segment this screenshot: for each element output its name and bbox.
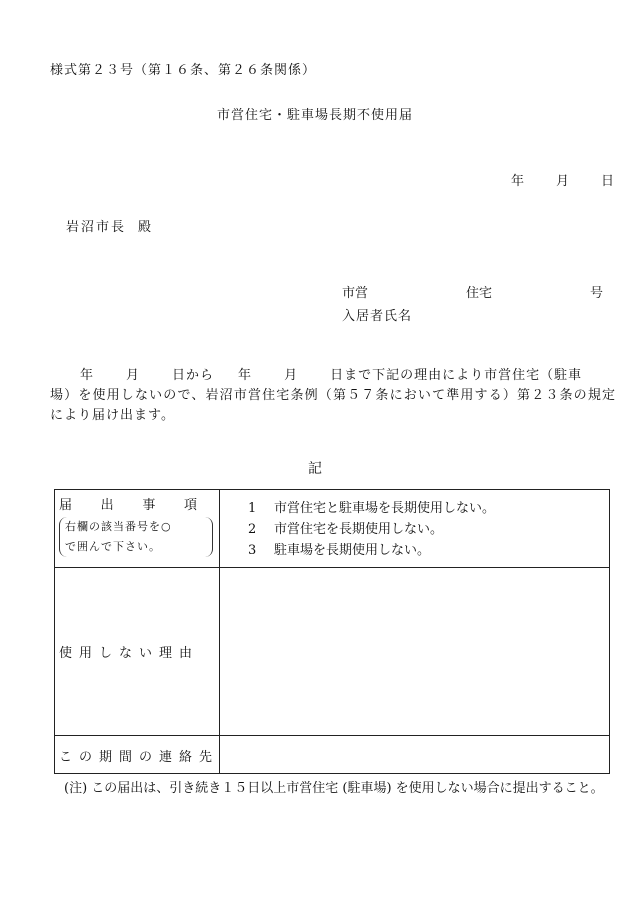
instruction-note-line2: で囲んで下さい。: [65, 540, 161, 553]
table-row-reason: [55, 568, 610, 736]
footnote: (注) この届出は、引き続き１５日以上市営住宅 (駐車場) を使用しない場合に提出すること。: [64, 781, 604, 796]
table-row-items: [55, 490, 610, 568]
option-number: 3: [248, 543, 257, 558]
option-item[interactable]: [248, 519, 609, 540]
date-day-label: 日: [600, 174, 614, 189]
notification-table: [54, 489, 610, 774]
to-day-label: 日まで下記の理由により市営住宅（駐車: [330, 368, 583, 383]
option-item[interactable]: [248, 498, 609, 519]
items-label-char: 項: [183, 498, 197, 513]
table-row-contact: [55, 736, 610, 774]
from-month-label: 月: [126, 368, 141, 383]
document-title: 市営住宅・駐車場長期不使用届: [216, 108, 413, 123]
date-year-label: 年: [510, 174, 524, 189]
to-year-label: 年: [238, 368, 253, 383]
date-month-label: 月: [555, 174, 569, 189]
city-housing-label: 市営: [342, 286, 369, 301]
from-day-label: 日から: [172, 368, 215, 383]
form-number: 様式第２３号（第１６条、第２６条関係）: [50, 63, 317, 78]
option-text: 市営住宅と駐車場を長期使用しない。: [274, 501, 496, 516]
contact-input-cell[interactable]: [220, 736, 610, 774]
options-list: [220, 490, 609, 561]
option-number: 2: [248, 522, 257, 537]
reason-label-cell: [55, 568, 220, 736]
items-label-char: 事: [142, 498, 156, 513]
items-label: [55, 490, 201, 513]
resident-name-label: 入居者氏名: [342, 309, 413, 324]
addressee-name: 岩沼市長: [66, 220, 127, 235]
option-text: 駐車場を長期使用しない。: [274, 543, 431, 558]
addressee: [66, 216, 153, 235]
option-item[interactable]: [248, 540, 609, 561]
body-text: [50, 366, 616, 426]
contact-label-cell: [55, 736, 220, 774]
body-text-line1: [50, 366, 616, 386]
reason-label: 使用しない理由: [59, 646, 200, 661]
items-label-char: 届: [59, 498, 73, 513]
room-number-label: 号: [590, 286, 604, 301]
housing-label: 住宅: [466, 286, 493, 301]
contact-label: この期間の連絡先: [59, 750, 220, 765]
option-text: 市営住宅を長期使用しない。: [274, 522, 444, 537]
addressee-honorific: 殿: [138, 220, 154, 235]
ki-heading: 記: [308, 461, 322, 477]
option-number: 1: [248, 501, 257, 516]
body-text-continuation: 場）を使用しないので、岩沼市営住宅条例（第５７条において準用する）第２３条の規定により届け出ます。: [50, 388, 616, 423]
instruction-note-line1: 右欄の該当番号を○: [65, 520, 172, 533]
to-month-label: 月: [284, 368, 299, 383]
items-options-cell[interactable]: [220, 490, 610, 568]
reason-input-cell[interactable]: [220, 568, 610, 736]
date-line: [511, 170, 614, 189]
from-year-label: 年: [80, 368, 95, 383]
items-label-char: 出: [100, 498, 114, 513]
instruction-note: [59, 517, 213, 557]
items-label-cell: [55, 490, 220, 568]
